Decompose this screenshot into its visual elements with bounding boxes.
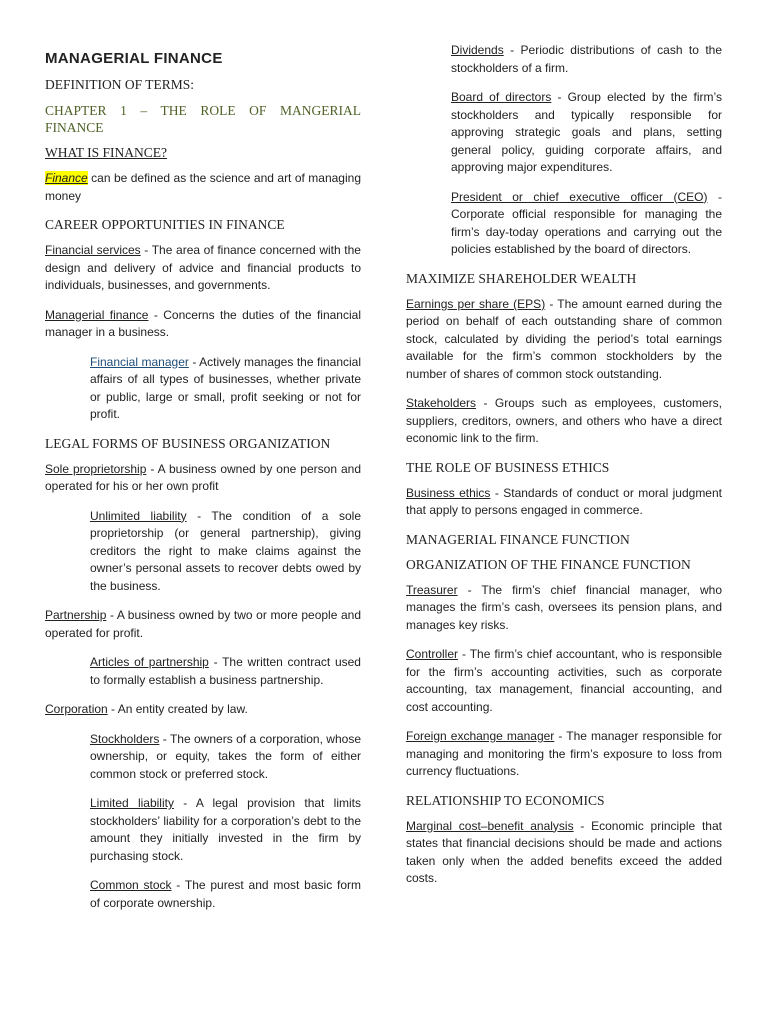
treasurer-definition: Treasurer - The firm’s chief financial manager, who manages the firm’s cash, oversees its pension plans, and manages key risks.	[406, 582, 722, 632]
career-heading: CAREER OPPORTUNITIES IN FINANCE	[45, 217, 285, 232]
stakeholders-term: Stakeholders	[406, 396, 477, 410]
relationship-to-economics-heading: RELATIONSHIP TO ECONOMICS	[406, 792, 605, 808]
corporation-term: Corporation	[45, 702, 108, 716]
foreign-exchange-manager-term: Foreign exchange manager	[406, 729, 555, 743]
treasurer-term: Treasurer	[406, 582, 458, 597]
definition-heading: DEFINITION OF TERMS:	[45, 77, 195, 92]
dividends-term: Dividends	[451, 43, 504, 57]
maximize-shareholder-wealth-heading: MAXIMIZE SHAREHOLDER WEALTH	[406, 270, 637, 286]
organization-heading: ORGANIZATION OF THE FINANCE FUNCTION	[406, 556, 691, 572]
business-ethics-heading: THE ROLE OF BUSINESS ETHICS	[406, 459, 610, 475]
managerial-finance-function-heading: MANAGERIAL FINANCE FUNCTION	[406, 531, 630, 547]
legal-forms-heading: LEGAL FORMS OF BUSINESS ORGANIZATION	[45, 435, 331, 451]
financial-manager-term: Financial manager	[90, 354, 189, 369]
partnership-term: Partnership	[45, 608, 107, 622]
articles-of-partnership-term: Articles of partnership	[90, 655, 209, 669]
articles-of-partnership-definition: Articles of partnership - The written contract used to formally establish a business partnership.	[90, 655, 361, 687]
limited-liability-definition: Limited liability - A legal provision that limits stockholders’ liability for a corporation’s debt to the amount they initially invested in the firm by purchasing stock.	[90, 796, 361, 863]
ceo-term: President or chief executive officer (CEO)	[451, 189, 708, 204]
controller-term: Controller	[406, 647, 459, 661]
corporation-definition: Corporation - An entity created by law.	[45, 702, 248, 716]
managerial-finance-definition: Managerial finance - Concerns the duties of the financial manager in a business.	[45, 307, 361, 339]
dividends-definition: Dividends - Periodic distributions of cash to the stockholders of a firm.	[451, 43, 722, 75]
controller-definition: Controller - The firm’s chief accountant, who is responsible for the firm’s accounting activities, such as corporate accounting, tax management, financial accounting, and cost accounting.	[406, 647, 722, 714]
stockholders-term: Stockholders	[90, 731, 160, 746]
finance-definition: Finance can be defined as the science and art of managing money	[45, 171, 361, 203]
eps-term: Earnings per share (EPS)	[406, 296, 546, 311]
financial-services-term: Financial services	[45, 243, 141, 257]
financial-manager-definition: Financial manager - Actively manages the financial affairs of all types of businesses, whether private or public, large or small, profit seeking or not for profit.	[90, 354, 362, 421]
managerial-finance-term: Managerial finance	[45, 307, 149, 322]
foreign-exchange-manager-definition: Foreign exchange manager - The manager responsible for managing and monitoring the firm’s exposure to loss from currency fluctuations.	[406, 729, 722, 778]
board-of-directors-definition: Board of directors - Group elected by the firm’s stockholders and typically responsible for approving strategic goals and plans, setting general policy, guiding corporate affairs, and approving major expenditures.	[451, 90, 722, 174]
right-column	[406, 42, 722, 900]
left-column	[45, 42, 361, 924]
partnership-definition: Partnership - A business owned by two or more people and operated for profit.	[45, 608, 361, 640]
sole-proprietorship-term: Sole proprietorship	[45, 461, 147, 476]
common-stock-definition: Common stock - The purest and most basic form of corporate ownership.	[90, 878, 361, 910]
eps-definition: Earnings per share (EPS) - The amount earned during the period on behalf of each outstanding share of common stock, calculated by dividing the period’s total earnings available for the firm’s common stockholders by the number of shares of common stock outstanding.	[406, 296, 722, 381]
sole-proprietorship-definition: Sole proprietorship - A business owned by one person and operated for his or her own profit	[45, 461, 361, 493]
unlimited-liability-definition: Unlimited liability - The condition of a sole proprietorship (or general partnership), giving creditors the right to make claims against the owner’s personal assets to recover debts owed by the business.	[90, 508, 361, 593]
stockholders-definition: Stockholders - The owners of a corporation, whose ownership, or equity, takes the form of either common stock or preferred stock.	[90, 731, 361, 781]
financial-services-definition: Financial services - The area of finance concerned with the design and delivery of advice and financial products to individuals, businesses, and governments.	[45, 243, 361, 292]
marginal-cost-benefit-term: Marginal cost–benefit analysis	[406, 818, 574, 833]
unlimited-liability-term: Unlimited liability	[90, 508, 187, 523]
what-is-finance-heading: WHAT IS FINANCE?	[45, 145, 167, 160]
document-title: MANAGERIAL FINANCE	[45, 50, 223, 67]
business-ethics-definition: Business ethics - Standards of conduct or moral judgment that apply to persons engaged in commerce.	[406, 485, 722, 517]
chapter-heading: CHAPTER 1 – THE ROLE OF MANGERIAL FINANCE	[45, 103, 361, 135]
board-of-directors-term: Board of directors	[451, 90, 552, 104]
ceo-definition: President or chief executive officer (CEO) - Corporate official responsible for managing the firm’s day-today operations and carrying out the policies established by the board of directors.	[451, 189, 722, 256]
common-stock-term: Common stock	[90, 878, 172, 892]
business-ethics-term: Business ethics	[406, 485, 491, 500]
marginal-cost-benefit-definition: Marginal cost–benefit analysis - Economic principle that states that financial decisions should be made and actions taken only when the added benefits exceed the added costs.	[406, 818, 722, 885]
stakeholders-definition: Stakeholders - Groups such as employees, customers, suppliers, creditors, owners, and others who have a direct economic link to the firm.	[406, 396, 722, 445]
finance-term: Finance	[45, 171, 88, 185]
limited-liability-term: Limited liability	[90, 796, 174, 810]
